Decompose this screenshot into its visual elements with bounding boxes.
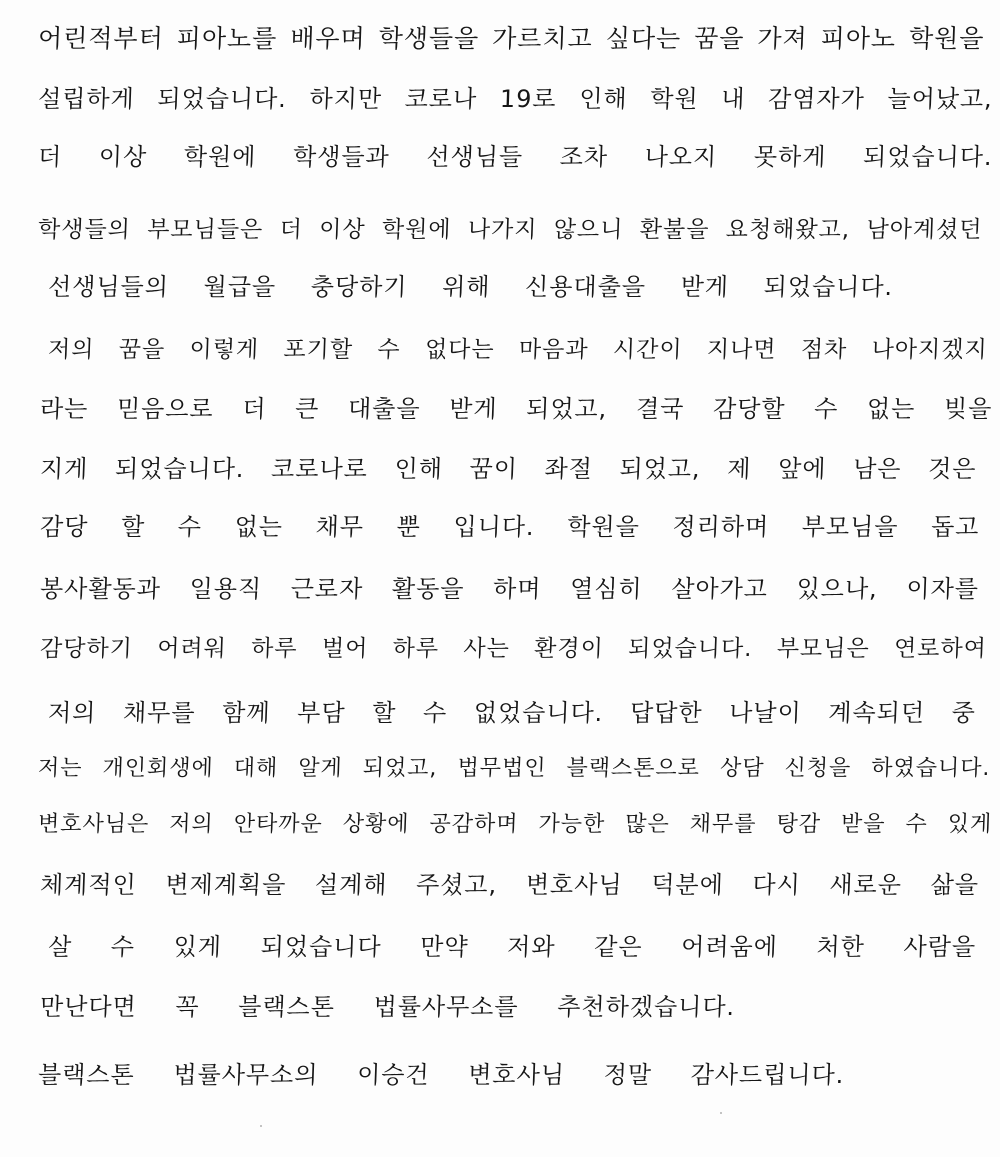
letter-line-17: 만난다면 꼭 블랙스톤 법률사무소를 추천하겠습니다. xyxy=(39,993,736,1021)
letter-line-4: 학생들의 부모님들은 더 이상 학원에 나가지 않으니 환불을 요청해왔고, 남아계셨던 xyxy=(37,217,983,243)
paper-speck xyxy=(720,1112,722,1114)
letter-line-10: 봉사활동과 일용직 근로자 활동을 하며 열심히 살아가고 있으나, 이자를 xyxy=(39,575,980,603)
letter-line-14: 변호사님은 저의 안타까운 상황에 공감하며 가능한 많은 채무를 탕감 받을 수 있게 xyxy=(37,812,993,837)
letter-line-8: 지게 되었습니다. 코로나로 인해 꿈이 좌절 되었고, 제 앞에 남은 것은 xyxy=(39,455,978,483)
letter-line-3: 더 이상 학원에 학생들과 선생님들 조차 나오지 못하게 되었습니다. xyxy=(37,143,994,171)
letter-line-6: 저의 꿈을 이렇게 포기할 수 없다는 마음과 시간이 지나면 점차 나아지겠지 xyxy=(47,337,989,363)
letter-line-13: 저는 개인회생에 대해 알게 되었고, 법무법인 블랙스톤으로 상담 신청을 하였습니다. xyxy=(37,756,991,781)
letter-line-2: 설립하게 되었습니다. 하지만 코로나 19로 인해 학원 내 감염자가 늘어났고, xyxy=(37,85,994,113)
letter-line-9: 감당 할 수 없는 채무 뿐 입니다. 학원을 정리하며 부모님을 돕고 xyxy=(39,513,981,541)
letter-line-5: 선생님들의 월급을 충당하기 위해 신용대출을 받게 되었습니다. xyxy=(47,273,894,301)
letter-line-7: 라는 믿음으로 더 큰 대출을 받게 되었고, 결국 감당할 수 없는 빚을 xyxy=(39,395,993,423)
paper-speck xyxy=(260,1125,262,1127)
letter-line-12: 저의 채무를 함께 부담 할 수 없었습니다. 답답한 나날이 계속되던 중 xyxy=(47,699,977,727)
letter-line-15: 체계적인 변제계획을 설계해 주셨고, 변호사님 덕분에 다시 새로운 삶을 xyxy=(39,871,980,899)
letter-line-18: 블랙스톤 법률사무소의 이승건 변호사님 정말 감사드립니다. xyxy=(37,1061,845,1089)
letter-line-11: 감당하기 어려워 하루 벌어 하루 사는 환경이 되었습니다. 부모님은 연로하여 xyxy=(39,636,988,662)
letter-line-16: 살 수 있게 되었습니다 만약 저와 같은 어려움에 처한 사람을 xyxy=(47,933,977,961)
letter-line-1: 어린적부터 피아노를 배우며 학생들을 가르치고 싶다는 꿈을 가져 피아노 학원을 xyxy=(37,24,986,53)
